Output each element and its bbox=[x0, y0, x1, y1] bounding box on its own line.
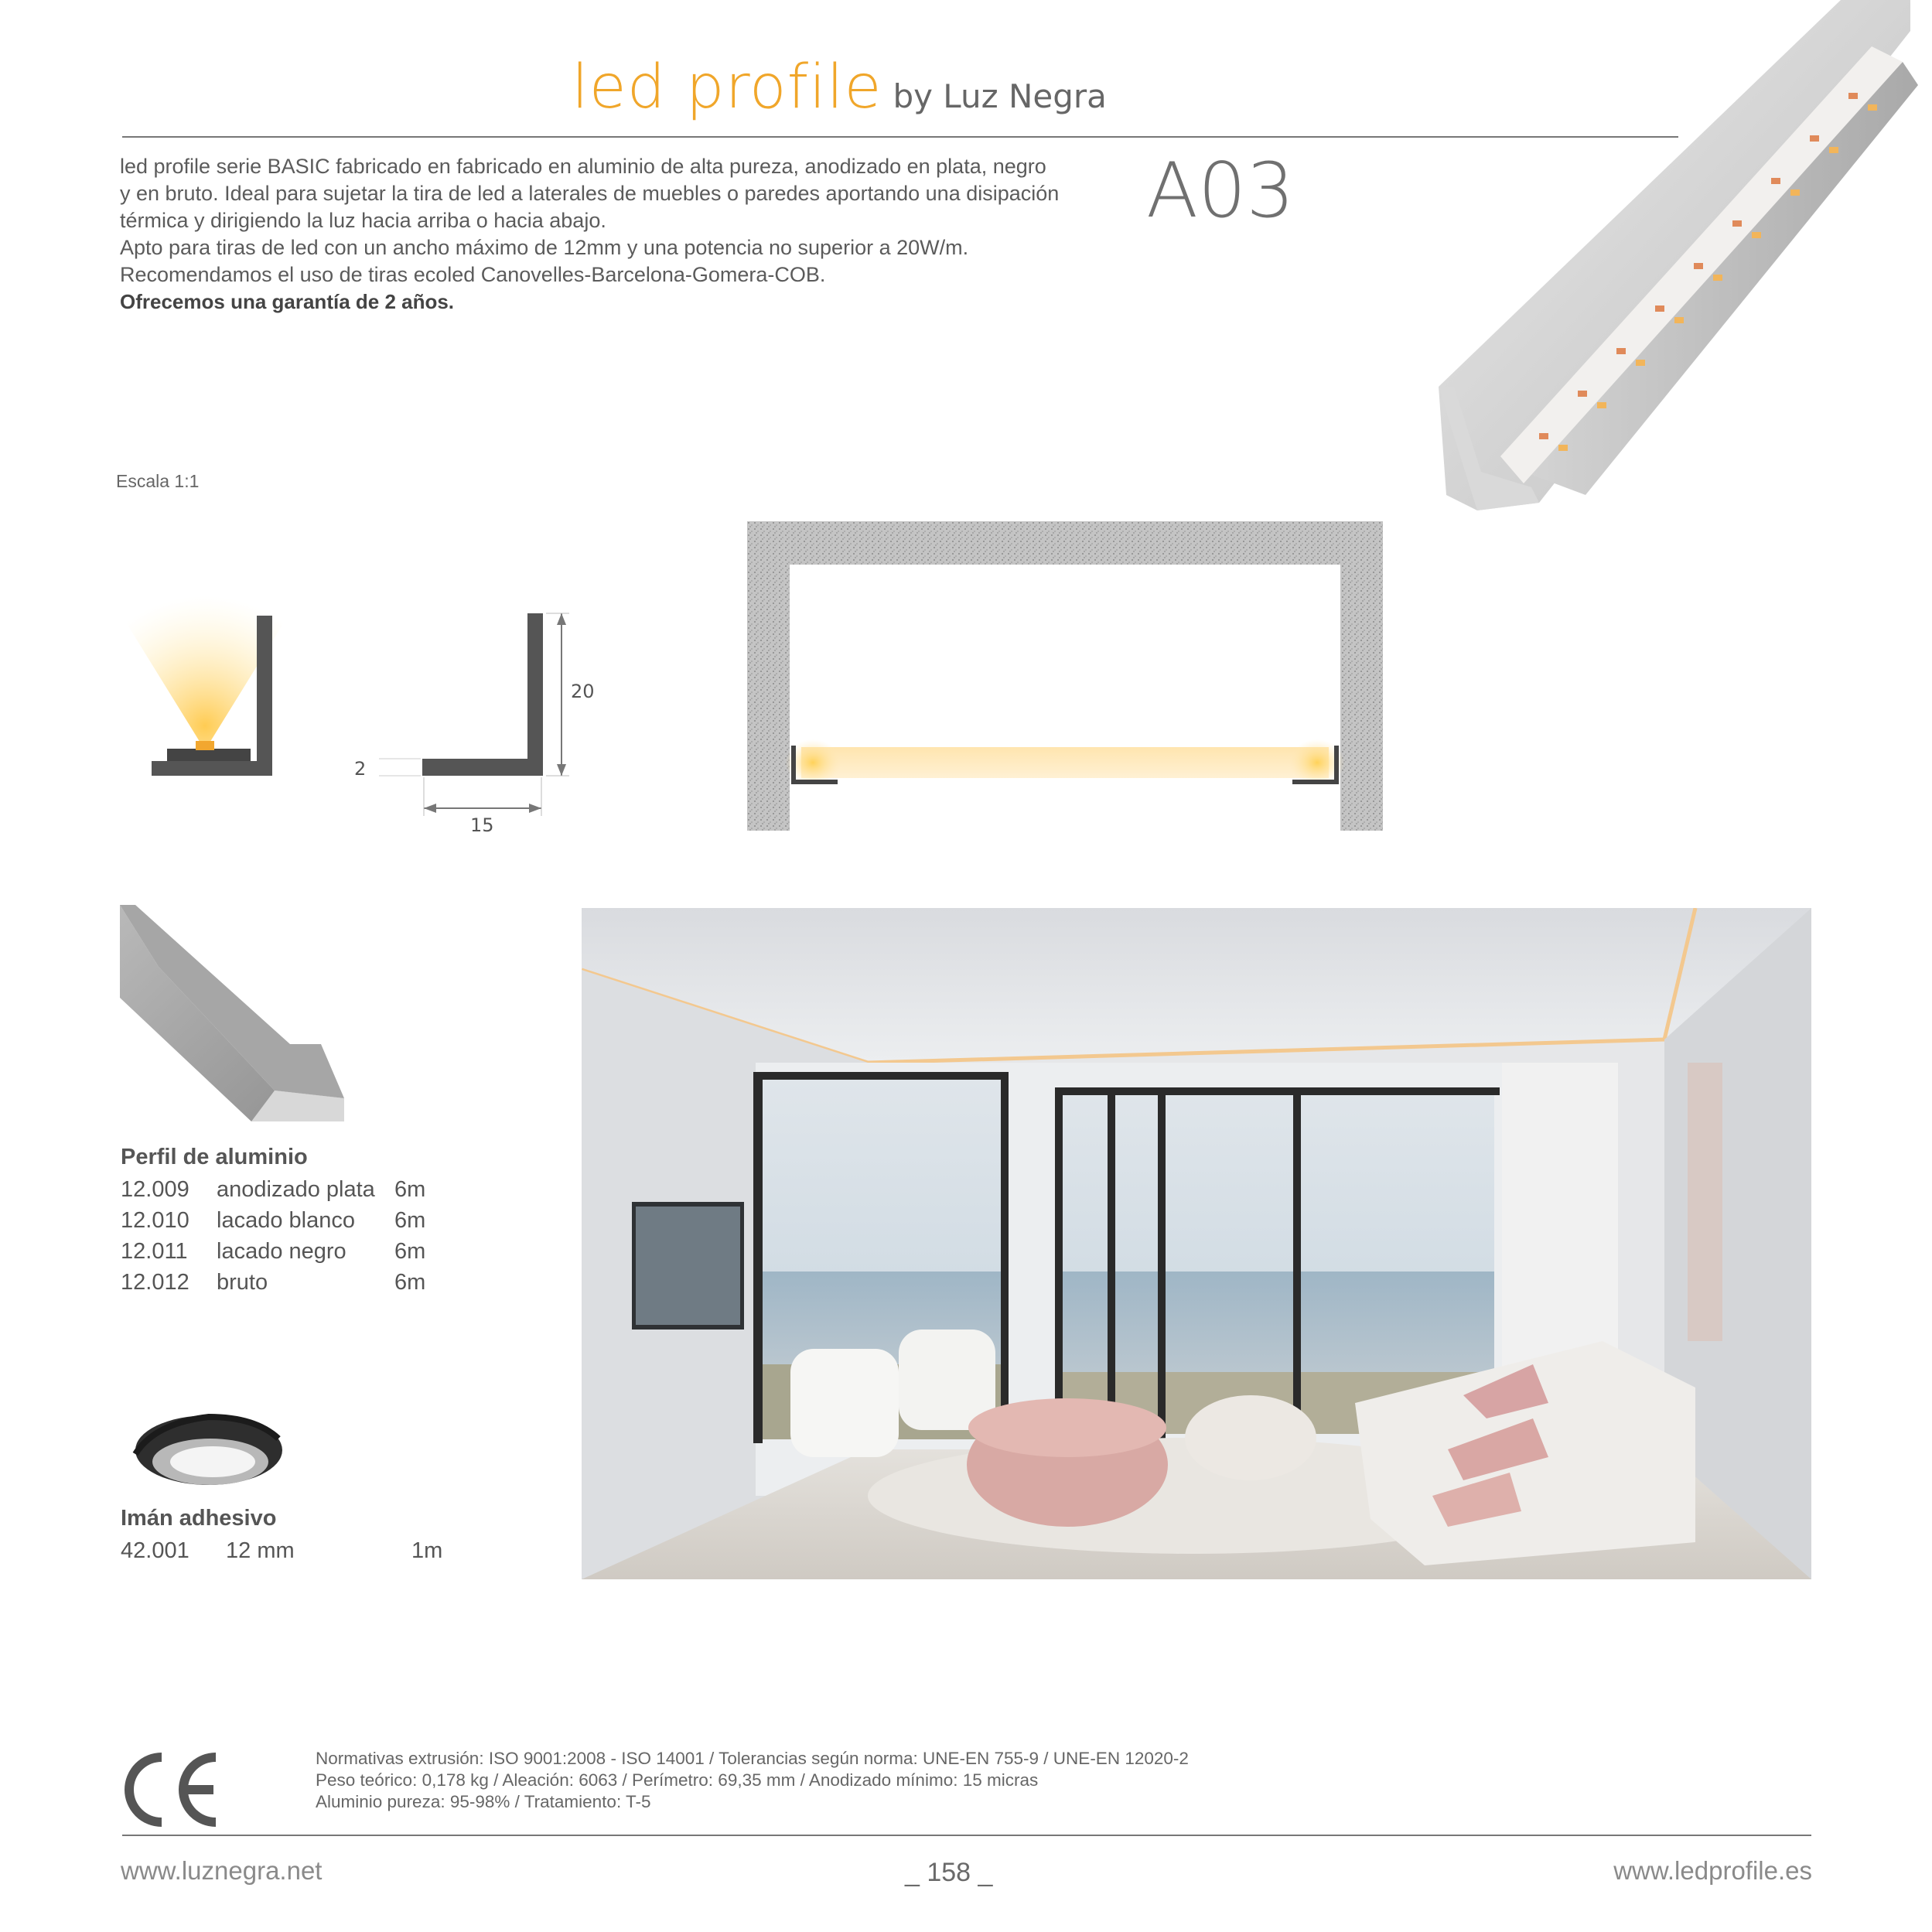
profile-product-table bbox=[121, 1174, 425, 1298]
product-code-cell: 12.011 bbox=[121, 1238, 188, 1264]
scale-label: Escala 1:1 bbox=[116, 471, 200, 491]
profile-base-leg bbox=[422, 759, 543, 776]
product-length-cell: 6m bbox=[394, 1238, 426, 1264]
page-number: _ 158 _ bbox=[905, 1858, 993, 1887]
footer-divider bbox=[122, 1835, 1811, 1836]
description-line: y en bruto. Ideal para sujetar la tira de led a laterales de muebles o paredes aportando una disipación bbox=[120, 182, 1060, 205]
product-finish-cell: lacado blanco bbox=[217, 1207, 355, 1233]
magnet-roll-image bbox=[124, 1408, 286, 1493]
table-row bbox=[121, 1535, 442, 1566]
warranty-note: Ofrecemos una garantía de 2 años. bbox=[120, 290, 455, 313]
norms-line: Aluminio pureza: 95-98% / Tratamiento: T-5 bbox=[316, 1792, 651, 1811]
norms-line: Peso teórico: 0,178 kg / Aleación: 6063 / Perímetro: 69,35 mm / Anodizado mínimo: 15 micras bbox=[316, 1770, 1039, 1790]
dimension-height-label: 20 bbox=[571, 681, 595, 702]
footer-right-link[interactable]: www.ledprofile.es bbox=[1613, 1856, 1812, 1885]
page-subtitle: by Luz Negra bbox=[893, 77, 1107, 115]
description-line: Recomendamos el uso de tiras ecoled Canovelles-Barcelona-Gomera-COB. bbox=[120, 263, 826, 286]
technical-norms bbox=[316, 1748, 1189, 1813]
magnet-section-title: Imán adhesivo bbox=[121, 1506, 277, 1531]
product-length-cell: 6m bbox=[394, 1269, 426, 1295]
description-line: led profile serie BASIC fabricado en fabricado en aluminio de alta pureza, anodizado en plata, negro bbox=[120, 155, 1046, 178]
product-length-cell: 6m bbox=[394, 1176, 426, 1202]
aluminium-profile-image bbox=[120, 905, 352, 1125]
description-line: Apto para tiras de led con un ancho máximo de 12mm y una potencia no superior a 20W/m. bbox=[120, 236, 969, 259]
table-row bbox=[121, 1205, 425, 1236]
table-row bbox=[121, 1174, 425, 1205]
product-length-cell: 1m bbox=[411, 1538, 443, 1563]
product-description bbox=[120, 153, 1118, 316]
product-length-cell: 6m bbox=[394, 1207, 426, 1233]
product-code: A03 bbox=[1146, 147, 1295, 235]
profile-section-title: Perfil de aluminio bbox=[121, 1145, 308, 1169]
magnet-product-table bbox=[121, 1535, 442, 1566]
page-title: led profile bbox=[572, 53, 882, 122]
living-room-photo bbox=[582, 908, 1811, 1579]
installation-section-drawing bbox=[747, 521, 1383, 831]
footer-left-link[interactable]: www.luznegra.net bbox=[121, 1856, 323, 1885]
dimension-width-label: 15 bbox=[470, 814, 494, 836]
product-code-cell: 42.001 bbox=[121, 1538, 189, 1563]
product-size-cell: 12 mm bbox=[226, 1538, 295, 1563]
description-line: térmica y dirigiendo la luz hacia arriba o hacia abajo. bbox=[120, 209, 606, 232]
product-finish-cell: anodizado plata bbox=[217, 1176, 375, 1202]
product-code-cell: 12.009 bbox=[121, 1176, 189, 1202]
light-direction-icon bbox=[116, 588, 302, 781]
table-row bbox=[121, 1267, 425, 1298]
norms-line: Normativas extrusión: ISO 9001:2008 - ISO 14001 / Tolerancias según norma: UNE-EN 755-9 / UNE-EN 12020-2 bbox=[316, 1749, 1189, 1768]
profile-vertical-leg bbox=[527, 613, 543, 776]
ce-mark-icon bbox=[119, 1751, 220, 1828]
profile-dimension-drawing bbox=[340, 603, 619, 843]
table-row bbox=[121, 1236, 425, 1267]
led-profile-render-image bbox=[1408, 0, 1932, 534]
product-finish-cell: bruto bbox=[217, 1269, 268, 1295]
product-code-cell: 12.010 bbox=[121, 1207, 189, 1233]
dimension-thickness-label: 2 bbox=[354, 758, 367, 780]
product-finish-cell: lacado negro bbox=[217, 1238, 346, 1264]
product-code-cell: 12.012 bbox=[121, 1269, 189, 1295]
